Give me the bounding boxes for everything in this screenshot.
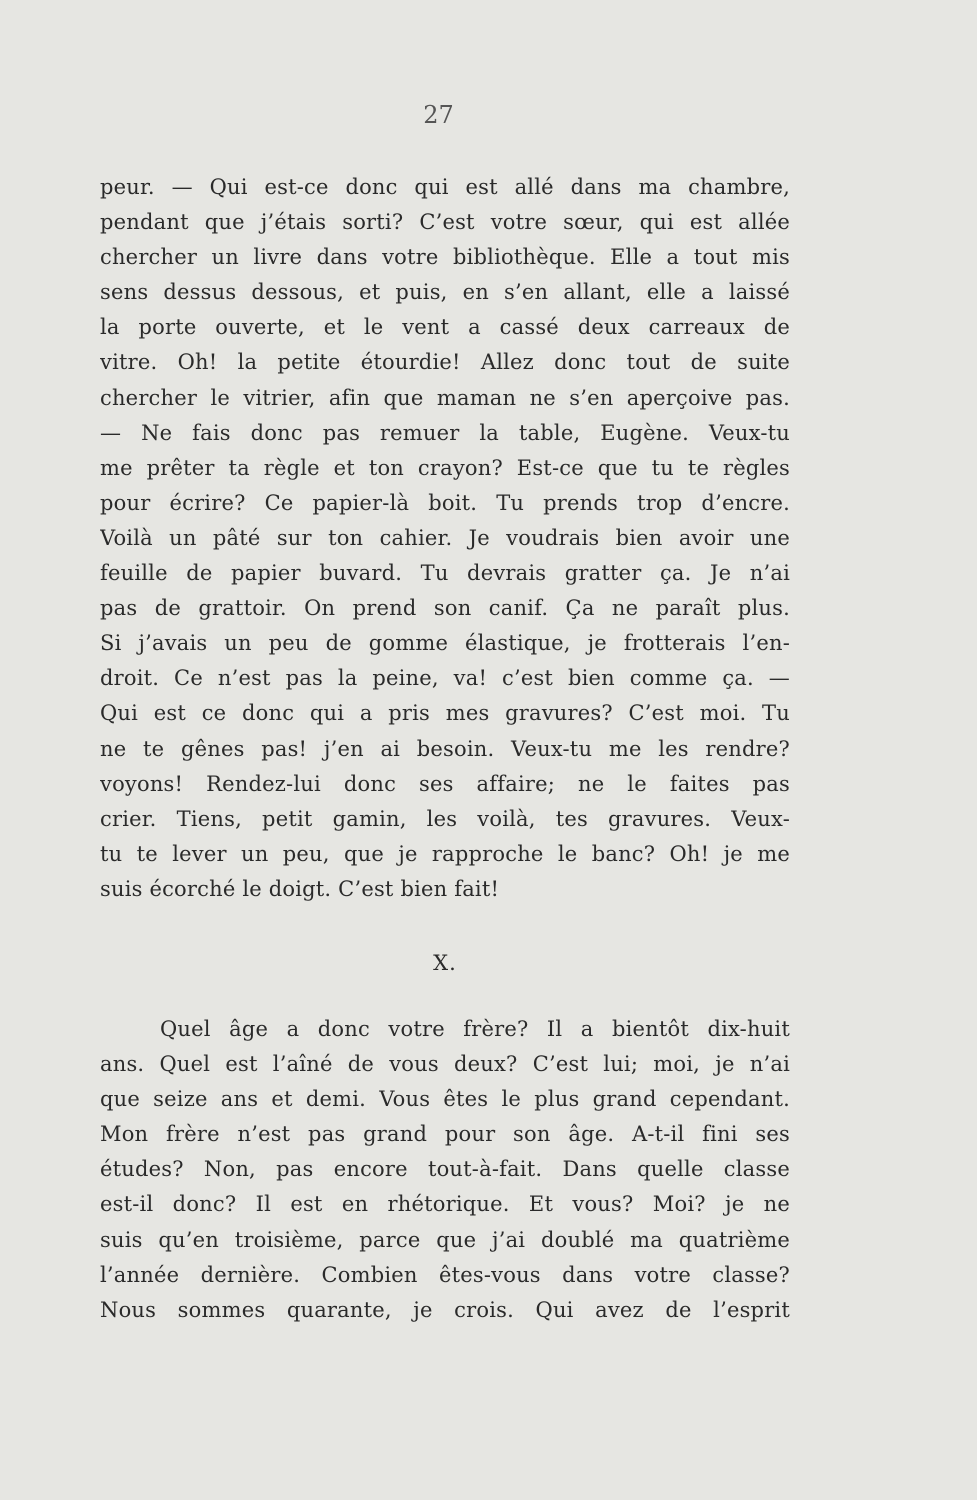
text-line: Mon frère n’est pas grand pour son âge. A-t-il fini ses [100, 1122, 790, 1147]
page-number: 27 [423, 101, 454, 129]
text-line: chercher le vitrier, afin que maman ne s’en aperçoive pas. [100, 385, 790, 410]
text-line: la porte ouverte, et le vent a cassé deux carreaux de [100, 315, 790, 340]
text-line: pour écrire? Ce papier-là boit. Tu prends trop d’encre. [100, 490, 790, 515]
text-line: voyons! Rendez-lui donc ses affaire; ne le faites pas [100, 771, 790, 796]
text-line: Si j’avais un peu de gomme élastique, je frotterais l’en- [100, 631, 790, 656]
text-line: — Ne fais donc pas remuer la table, Eugène. Veux-tu [100, 420, 790, 445]
text-line: pendant que j’étais sorti? C’est votre sœur, qui est allée [100, 210, 790, 235]
text-line: Nous sommes quarante, je crois. Qui avez de l’esprit [100, 1297, 790, 1322]
text-line: ne te gênes pas! j’en ai besoin. Veux-tu me les rendre? [100, 736, 790, 761]
text-line: vitre. Oh! la petite étourdie! Allez donc tout de suite [100, 350, 790, 375]
paragraph-block-1 [100, 170, 790, 907]
text-line: ans. Quel est l’aîné de vous deux? C’est lui; moi, je n’ai [100, 1052, 790, 1077]
text-line: peur. — Qui est-ce donc qui est allé dans ma chambre, [100, 175, 790, 199]
text-line: suis écorché le doigt. C’est bien fait! [100, 876, 500, 901]
text-line: crier. Tiens, petit gamin, les voilà, tes gravures. Veux- [100, 806, 790, 831]
text-line: tu te lever un peu, que je rapproche le banc? Oh! je me [100, 841, 790, 866]
text-line: Voilà un pâté sur ton cahier. Je voudrais bien avoir une [100, 525, 790, 550]
text-line: feuille de papier buvard. Tu devrais gratter ça. Je n’ai [100, 561, 790, 586]
text-line: pas de grattoir. On prend son canif. Ça ne paraît plus. [100, 596, 790, 621]
text-line: que seize ans et demi. Vous êtes le plus grand cependant. [100, 1087, 790, 1112]
paragraph-block-2 [100, 1012, 790, 1328]
text-line: l’année dernière. Combien êtes-vous dans votre classe? [100, 1262, 790, 1287]
text-line: suis qu’en troisième, parce que j’ai doublé ma quatrième [100, 1227, 790, 1252]
text-line: chercher un livre dans votre bibliothèque. Elle a tout mis [100, 245, 790, 270]
text-line: sens dessus dessous, et puis, en s’en allant, elle a laissé [100, 280, 790, 305]
text-line: me prêter ta règle et ton crayon? Est-ce que tu te règles [100, 455, 790, 480]
text-line: Quel âge a donc votre frère? Il a bientôt dix-huit [160, 1017, 790, 1041]
text-line: droit. Ce n’est pas la peine, va! c’est bien comme ça. — [100, 666, 790, 691]
section-heading: X. [433, 951, 457, 975]
text-line: Qui est ce donc qui a pris mes gravures? C’est moi. Tu [100, 701, 790, 726]
text-line: études? Non, pas encore tout-à-fait. Dans quelle classe [100, 1157, 790, 1182]
text-line: est-il donc? Il est en rhétorique. Et vous? Moi? je ne [100, 1192, 790, 1217]
